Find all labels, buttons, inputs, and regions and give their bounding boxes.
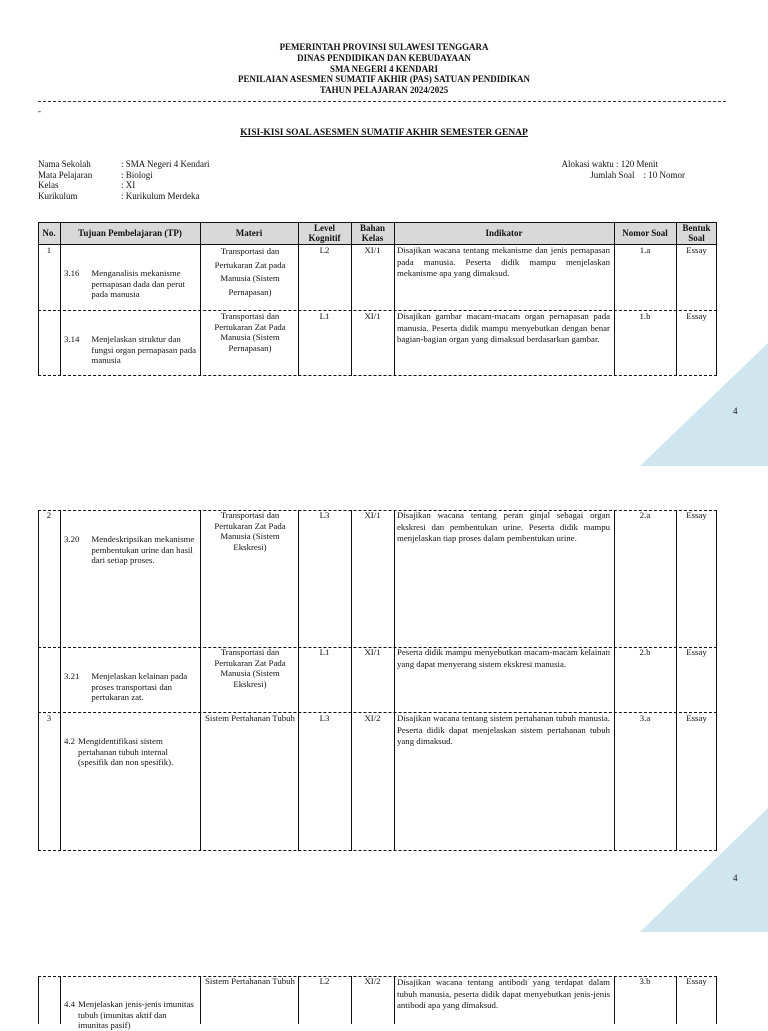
school-info xyxy=(38,159,278,204)
letterhead-line-5: TAHUN PELAJARAN 2024/2025 xyxy=(319,86,449,96)
table-rule xyxy=(394,222,395,376)
bahan-kelas: XI/1 xyxy=(364,245,381,255)
col-header-bahan: Bahan Kelas xyxy=(359,223,385,243)
materi: Transportasi dan Pertukaran Zat Pada Manusia (Sistem Pernapasan) xyxy=(214,311,286,353)
question-number: 3.b xyxy=(639,976,651,986)
corner-triangle-decoration xyxy=(640,343,768,466)
info-value: : Biologi xyxy=(121,169,153,180)
materi: Sistem Pertahanan Tubuh xyxy=(205,713,295,723)
table-rule xyxy=(60,510,61,851)
info-value: : Kurikulum Merdeka xyxy=(121,190,200,201)
materi: Transportasi dan Pertukaran Zat pada Manusia (Sistem Pernapasan) xyxy=(214,246,286,297)
col-header-level: Level Kognitif xyxy=(308,223,341,243)
materi: Transportasi dan Pertukaran Zat Pada Manusia (Sistem Ekskresi) xyxy=(214,647,286,689)
table-rule xyxy=(394,976,395,1024)
info-label: Mata Pelajaran xyxy=(38,169,93,180)
indicator: Disajikan wacana tentang mekanisme dan jenis pernapasan pada manusia. Peserta didik mampu menjelaskan mekanisme apa yang dimaksud. xyxy=(397,245,610,278)
objective-text: Mendeskripsikan mekanisme pembentukan urine dan hasil dari setiap proses. xyxy=(91,534,195,565)
question-number: 3.a xyxy=(639,713,651,723)
col-header-nomor: Nomor Soal xyxy=(622,227,668,238)
letterhead-line-3: SMA NEGERI 4 KENDARI xyxy=(330,65,438,75)
learning-objective xyxy=(64,268,198,300)
learning-objective xyxy=(64,736,198,768)
question-type: Essay xyxy=(686,647,707,657)
question-type: Essay xyxy=(686,976,707,986)
table-rule xyxy=(394,510,395,851)
indicator: Disajikan wacana tentang antibodi yang terdapat dalam tubuh manusia, peserta didik dapat menyebutkan jenis-jenis antibodi apa yang dimaksud. xyxy=(397,977,610,1010)
info-value: : SMA Negeri 4 Kendari xyxy=(121,159,210,169)
objective-code: 3.20 xyxy=(64,534,80,544)
question-number: 1.b xyxy=(639,311,651,321)
info-value: : XI xyxy=(121,180,136,190)
objective-text: Menjelaskan kelainan pada proses transportasi dan pertukaran zat. xyxy=(91,671,188,702)
corner-triangle-decoration xyxy=(640,808,768,932)
table-rule xyxy=(200,510,201,851)
objective-text: Mengidentifikasi sistem pertahanan tubuh internal (spesifik dan non spesifik). xyxy=(78,736,174,767)
objective-code: 4.2 xyxy=(64,736,75,746)
info-label: Kelas xyxy=(38,180,59,190)
table-rule xyxy=(676,510,677,851)
question-type: Essay xyxy=(686,311,707,321)
row-number: 1 xyxy=(46,245,52,255)
table-rule xyxy=(298,510,299,851)
question-number: 2.a xyxy=(639,510,651,520)
indicator: Disajikan gambar macam-macam organ pernapasan pada manusia. Peserta didik mampu menyebutkan dengan benar bagian-bagian organ yang dimaksud berdasarkan gambar. xyxy=(397,311,610,344)
table-rule xyxy=(38,850,717,851)
table-rule xyxy=(38,976,39,1024)
question-number: 2.b xyxy=(639,647,651,657)
table-rule xyxy=(38,510,39,851)
level: L2 xyxy=(319,245,330,255)
question-type: Essay xyxy=(686,713,707,723)
table-rule xyxy=(716,510,717,851)
level: L1 xyxy=(319,647,330,657)
info-label: Kurikulum xyxy=(38,190,78,201)
bahan-kelas: XI/1 xyxy=(364,510,381,520)
stray-dash: - xyxy=(38,106,41,116)
objective-text: Menjelaskan struktur dan fungsi organ pernapasan pada manusia xyxy=(91,334,197,365)
table-rule xyxy=(38,222,717,223)
level: L3 xyxy=(319,510,330,520)
question-type: Essay xyxy=(686,245,707,255)
bahan-kelas: XI/2 xyxy=(364,713,381,723)
learning-objective xyxy=(64,671,198,703)
objective-code: 3.14 xyxy=(64,334,80,344)
bahan-kelas: XI/1 xyxy=(364,311,381,321)
row-number: 3 xyxy=(46,713,52,723)
bahan-kelas: XI/1 xyxy=(364,647,381,657)
col-header-bentuk: Bentuk Soal xyxy=(682,223,711,243)
table-rule xyxy=(60,976,61,1024)
indicator: Peserta didik mampu menyebutkan macam-macam kelainan yang dapat menyerang sistem ekskresi manusia. xyxy=(397,647,610,669)
level: L2 xyxy=(319,976,330,986)
objective-text: Menganalisis mekanisme pernapasan dada dan perut pada manusia xyxy=(91,268,185,299)
indicator: Disajikan wacana tentang peran ginjal sebagai organ ekskresi dan pembentukan urine. Peserta didik mampu menjelaskan tiap proses dalam pembentukan urine. xyxy=(397,510,610,543)
table-rule xyxy=(60,222,61,376)
question-count: Jumlah Soal : 10 Nomor xyxy=(590,169,685,180)
col-header-indikator: Indikator xyxy=(485,227,523,238)
page-number: 4 xyxy=(733,406,738,416)
question-number: 1.a xyxy=(639,245,651,255)
bahan-kelas: XI/2 xyxy=(364,976,381,986)
letterhead-separator xyxy=(38,101,726,102)
letterhead-line-4: PENILAIAN ASESMEN SUMATIF AKHIR (PAS) SATUAN PENDIDIKAN xyxy=(238,75,530,85)
table-rule xyxy=(200,222,201,376)
time-allocation: Alokasi waktu : 120 Menit xyxy=(561,159,658,169)
objective-text: Menjelaskan jenis-jenis imunitas tubuh (imunitas aktif dan imunitas pasif) xyxy=(78,999,194,1030)
letterhead-line-1: PEMERINTAH PROVINSI SULAWESI TENGGARA xyxy=(279,43,489,53)
document-title: KISI-KISI SOAL ASESMEN SUMATIF AKHIR SEMESTER GENAP xyxy=(240,128,528,138)
materi: Transportasi dan Pertukaran Zat Pada Manusia (Sistem Ekskresi) xyxy=(214,510,286,552)
level: L1 xyxy=(319,311,330,321)
col-header-tp: Tujuan Pembelajaran (TP) xyxy=(78,227,182,238)
objective-code: 3.21 xyxy=(64,671,80,681)
table-rule xyxy=(614,510,615,851)
learning-objective xyxy=(64,334,198,366)
objective-code: 3.16 xyxy=(64,268,80,278)
table-rule xyxy=(38,375,717,376)
level: L3 xyxy=(319,713,330,723)
page-number: 4 xyxy=(733,873,738,883)
table-rule xyxy=(351,510,352,851)
col-header-no: No. xyxy=(42,227,56,238)
info-label: Nama Sekolah xyxy=(38,159,91,169)
objective-code: 4.4 xyxy=(64,999,75,1009)
row-number: 2 xyxy=(46,510,52,520)
col-header-materi: Materi xyxy=(235,227,263,238)
letterhead-line-2: DINAS PENDIDIKAN DAN KEBUDAYAAN xyxy=(297,54,471,64)
learning-objective xyxy=(64,534,198,566)
table-rule xyxy=(200,976,201,1024)
materi: Sistem Pertahanan Tubuh xyxy=(205,976,295,986)
learning-objective xyxy=(64,999,198,1031)
question-type: Essay xyxy=(686,510,707,520)
indicator: Disajikan wacana tentang sistem pertahanan tubuh manusia. Peserta didik dapat menjelaskan sistem pertahanan tubuh yang dimaksud. xyxy=(397,713,610,746)
